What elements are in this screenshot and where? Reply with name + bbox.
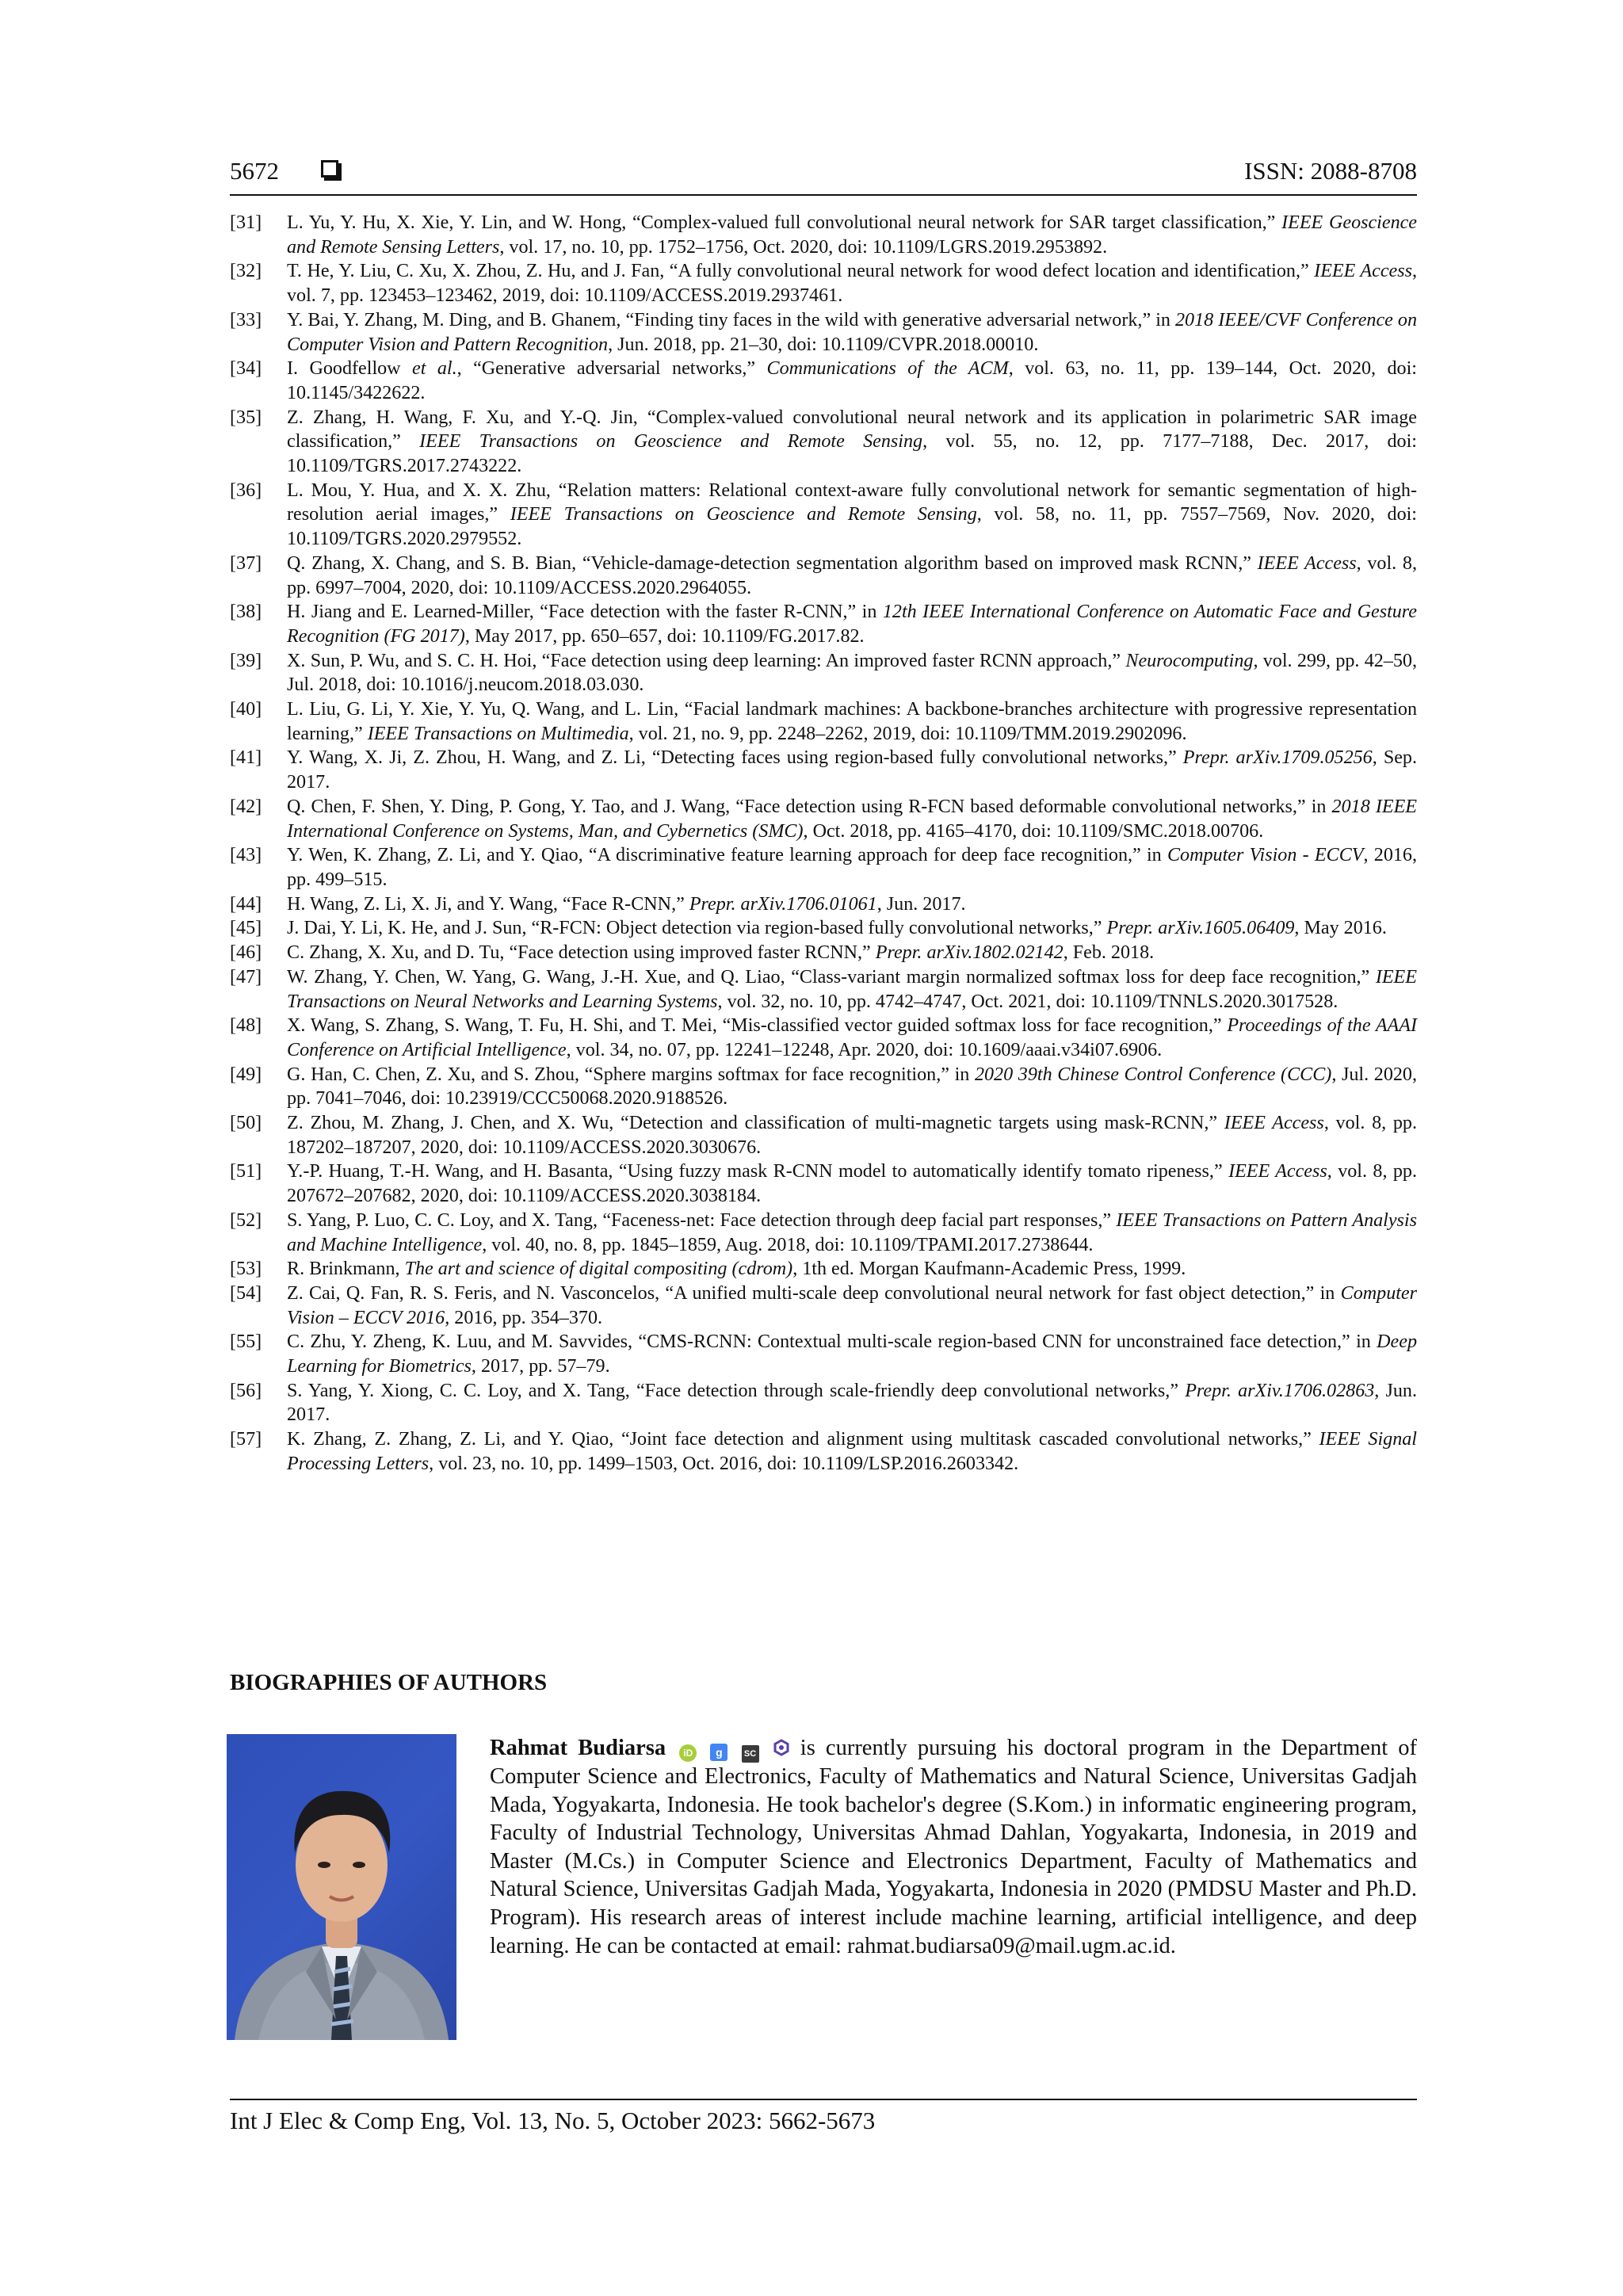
reference-venue: Prepr. arXiv.1706.01061 [689, 893, 877, 915]
reference-venue: Prepr. arXiv.1706.02863 [1185, 1380, 1375, 1401]
reference-number: [34] [230, 358, 262, 380]
reference-item [230, 892, 1417, 917]
reference-number: [42] [230, 796, 262, 817]
reference-text [287, 1259, 1186, 1279]
reference-number: [51] [230, 1161, 262, 1182]
reference-item [230, 1014, 1417, 1062]
author-portrait-image [227, 1734, 456, 2040]
reference-number: [31] [230, 212, 262, 233]
reference-segment: C. Zhu, Y. Zheng, K. Luu, and M. Savvides, “CMS-RCNN: Contextual multi-scale region-based CNN for unconstrained face detection,” in [287, 1331, 1377, 1353]
reference-venue: 12th IEEE International Conference on Automatic Face and Gesture Recognition (FG 2017) [287, 602, 1417, 647]
reference-venue: IEEE Access [1228, 1161, 1327, 1182]
reference-text [287, 1064, 1417, 1110]
reference-venue: Proceedings of the AAAI Conference on Artificial Intelligence [287, 1015, 1418, 1060]
reference-venue: IEEE Geoscience and Remote Sensing Letters [287, 212, 1418, 258]
reference-segment: , Jul. 2020, pp. 7041–7046, doi: 10.23919/CCC50068.2020.9188526. [287, 1064, 1417, 1110]
reference-number: [57] [230, 1429, 262, 1450]
reference-text [287, 1381, 1417, 1426]
reference-item [230, 746, 1417, 794]
reference-segment: C. Zhang, X. Xu, and D. Tu, “Face detection using improved faster RCNN,” [287, 942, 876, 964]
reference-item [230, 965, 1417, 1014]
reference-number: [33] [230, 309, 262, 330]
reference-venue: Prepr. arXiv.1605.06409 [1106, 918, 1295, 939]
reference-item [230, 357, 1417, 405]
reference-item [230, 211, 1417, 259]
reference-item [230, 1257, 1417, 1282]
reference-number: [50] [230, 1113, 262, 1134]
reference-text [287, 1161, 1417, 1206]
reference-segment: , Jun. 2018, pp. 21–30, doi: 10.1109/CVPR.2018.00010. [608, 334, 1039, 355]
reference-item [230, 479, 1417, 552]
reference-segment: S. Yang, Y. Xiong, C. C. Loy, and X. Tang, “Face detection through scale-friendly deep convolutional networks,” [287, 1380, 1186, 1401]
reference-segment: , 1th ed. Morgan Kaufmann-Academic Press, 1999. [792, 1259, 1186, 1280]
reference-segment: R. Brinkmann, [287, 1259, 405, 1280]
reference-text [287, 602, 1417, 647]
reference-segment: T. He, Y. Liu, C. Xu, X. Zhou, Z. Hu, and J. Fan, “A fully convolutional neural network for wood defect location and identification,” [287, 261, 1315, 282]
reference-segment: Y. Bai, Y. Zhang, M. Ding, and B. Ghanem, “Finding tiny faces in the wild with generative adversarial network,” in [287, 309, 1175, 330]
reference-venue: IEEE Access [1224, 1113, 1324, 1134]
reference-number: [56] [230, 1380, 262, 1401]
reference-segment: Y. Wang, X. Ji, Z. Zhou, H. Wang, and Z. Li, “Detecting faces using region-based fully convolutional networks,” [287, 747, 1183, 769]
reference-number: [43] [230, 845, 262, 866]
reference-segment: Q. Chen, F. Shen, Y. Ding, P. Gong, Y. Tao, and J. Wang, “Face detection using R-FCN based deformable convolutional networks,” in [287, 796, 1332, 817]
reference-item [230, 697, 1417, 746]
reference-segment: Q. Zhang, X. Chang, and S. B. Bian, “Vehicle-damage-detection segmentation algorithm based on improved mask RCNN,” [287, 552, 1258, 574]
reference-segment: , vol. 58, no. 11, pp. 7557–7569, Nov. 2020, doi: 10.1109/TGRS.2020.2979552. [287, 504, 1417, 550]
reference-venue: 2020 39th Chinese Control Conference (CCC) [974, 1064, 1332, 1085]
reference-number: [38] [230, 602, 262, 623]
reference-text [287, 845, 1417, 890]
scopus-icon[interactable]: SC [742, 1745, 759, 1763]
reference-venue: IEEE Signal Processing Letters [287, 1429, 1417, 1474]
reference-text [287, 1429, 1417, 1474]
reference-list [230, 211, 1417, 1477]
reference-segment: W. Zhang, Y. Chen, W. Yang, G. Wang, J.-H. Xue, and Q. Liao, “Class-variant margin normalized softmax loss for deep face recognition,” [287, 966, 1376, 988]
reference-number: [35] [230, 407, 262, 428]
reference-segment: , vol. 34, no. 07, pp. 12241–12248, Apr. 2020, doi: 10.1609/aaai.v34i07.6906. [566, 1039, 1163, 1060]
reference-venue: 2018 IEEE/CVF Conference on Computer Vision and Pattern Recognition [287, 309, 1417, 355]
reference-text [287, 310, 1417, 355]
reference-text [287, 1210, 1417, 1255]
page-footer-citation: Int J Elec & Comp Eng, Vol. 13, No. 5, October 2023: 5662-5673 [230, 2107, 876, 2134]
author-name: Rahmat Budiarsa [490, 1736, 666, 1760]
reference-text [287, 1331, 1417, 1377]
reference-segment: K. Zhang, Z. Zhang, Z. Li, and Y. Qiao, “Joint face detection and alignment using multitask cascaded convolutional networks,” [287, 1429, 1319, 1450]
reference-segment: L. Yu, Y. Hu, X. Xie, Y. Lin, and W. Hong, “Complex-valued full convolutional neural network for SAR target classification,” [287, 212, 1282, 233]
reference-text [287, 1283, 1417, 1328]
page-header [230, 152, 1417, 192]
reference-number: [37] [230, 552, 262, 574]
reference-item [230, 1063, 1417, 1111]
reference-text [287, 747, 1417, 793]
reference-segment: G. Han, C. Chen, Z. Xu, and S. Zhou, “Sphere margins softmax for face recognition,” in [287, 1064, 975, 1085]
reference-text [287, 967, 1417, 1012]
reference-segment: I. Goodfellow [287, 358, 413, 380]
reference-text [287, 699, 1417, 744]
reference-item [230, 941, 1417, 965]
reference-text [287, 407, 1417, 476]
reference-segment: , vol. 8, pp. 187202–187207, 2020, doi: 10.1109/ACCESS.2020.3030676. [287, 1113, 1417, 1158]
reference-segment: , vol. 21, no. 9, pp. 2248–2262, 2019, doi: 10.1109/TMM.2019.2902096. [628, 723, 1187, 744]
reference-venue: IEEE Transactions on Multimedia [367, 723, 629, 744]
reference-segment: , vol. 7, pp. 123453–123462, 2019, doi: 10.1109/ACCESS.2019.2937461. [287, 261, 1417, 307]
reference-number: [48] [230, 1015, 262, 1037]
reference-segment: X. Wang, S. Zhang, S. Wang, T. Fu, H. Shi, and T. Mei, “Mis-classified vector guided softmax loss for face recognition,” [287, 1015, 1228, 1037]
checkbox-glyph-icon [321, 160, 338, 178]
reference-item [230, 1159, 1417, 1208]
reference-text [287, 1015, 1417, 1060]
reference-venue: IEEE Transactions on Geoscience and Remote Sensing [510, 504, 977, 525]
reference-text [287, 918, 1387, 938]
reference-number: [41] [230, 747, 262, 769]
orcid-icon[interactable]: iD [679, 1744, 697, 1762]
reference-number: [40] [230, 699, 262, 720]
reference-venue: Deep Learning for Biometrics [287, 1331, 1417, 1377]
reference-item [230, 1209, 1417, 1257]
reference-number: [54] [230, 1282, 262, 1304]
reference-segment: , May 2016. [1294, 918, 1387, 939]
reference-segment: , “Generative adversarial networks,” [456, 358, 767, 380]
reference-segment: , Oct. 2018, pp. 4165–4170, doi: 10.1109/SMC.2018.00706. [803, 820, 1264, 842]
reference-segment: , vol. 17, no. 10, pp. 1752–1756, Oct. 2020, doi: 10.1109/LGRS.2019.2953892. [499, 236, 1108, 258]
reference-item [230, 1282, 1417, 1330]
reference-venue: Neurocomputing [1125, 650, 1254, 671]
reference-segment: L. Mou, Y. Hua, and X. X. Zhu, “Relation matters: Relational context-aware fully convolutional network for semantic segmentation of high-resolution aerial images,” [287, 479, 1417, 525]
web-of-science-icon[interactable] [773, 1736, 790, 1753]
reference-number: [49] [230, 1064, 262, 1085]
reference-item [230, 1427, 1417, 1476]
reference-venue: IEEE Access [1257, 552, 1357, 574]
reference-segment: Y. Wen, K. Zhang, Z. Li, and Y. Qiao, “A discriminative feature learning approach for deep face recognition,” in [287, 845, 1167, 866]
reference-venue: IEEE Transactions on Neural Networks and Learning Systems [287, 966, 1417, 1012]
reference-text [287, 894, 966, 915]
reference-item [230, 1111, 1417, 1159]
reference-venue: IEEE Access [1314, 261, 1412, 282]
reference-segment: , Jun. 2017. [876, 893, 966, 915]
reference-segment: , vol. 40, no. 8, pp. 1845–1859, Aug. 2018, doi: 10.1109/TPAMI.2017.2738644. [482, 1234, 1094, 1255]
reference-text [287, 651, 1417, 696]
reference-venue: 2018 IEEE International Conference on Systems, Man, and Cybernetics (SMC) [287, 796, 1417, 842]
reference-segment: , vol. 55, no. 12, pp. 7177–7188, Dec. 2017, doi: 10.1109/TGRS.2017.2743222. [287, 431, 1417, 477]
reference-number: [55] [230, 1331, 262, 1353]
reference-venue: IEEE Transactions on Geoscience and Remote Sensing [419, 431, 923, 453]
reference-text [287, 942, 1154, 963]
header-rule [230, 194, 1417, 196]
reference-segment: , vol. 8, pp. 6997–7004, 2020, doi: 10.1109/ACCESS.2020.2964055. [287, 552, 1417, 598]
reference-venue: The art and science of digital compositing (cdrom) [404, 1259, 793, 1280]
reference-item [230, 259, 1417, 308]
reference-item [230, 795, 1417, 843]
reference-segment: Y.-P. Huang, T.-H. Wang, and H. Basanta, “Using fuzzy mask R-CNN model to automatically identify tomato ripeness,” [287, 1161, 1229, 1182]
reference-number: [52] [230, 1209, 262, 1231]
author-bio-text: is currently pursuing his doctoral program in the Department of Computer Science and Electronics, Faculty of Mathematics and Natural Science, Universitas Gadjah Mada, Yogyakarta, Indonesia. He took bachelor's degree (S.Kom.) in informatic engineering program, Faculty of Industrial Technology, Universitas Ahmad Dahlan, Yogyakarta, Indonesia, in 2019 and Master (M.Cs.) in Computer Science and Electronics Department, Faculty of Mathematics and Natural Science, Universitas Gadjah Mada, Yogyakarta, Indonesia in 2020 (PMDSU Master and Ph.D. Program). His research areas of interest include machine learning, artificial intelligence, and deep learning. He can be contacted at email: rahmat.budiarsa09@mail.ugm.ac.id. [490, 1736, 1417, 1958]
reference-number: [46] [230, 942, 262, 964]
reference-segment: , vol. 8, pp. 207672–207682, 2020, doi: 10.1109/ACCESS.2020.3038184. [287, 1161, 1417, 1207]
reference-venue: Computer Vision - ECCV [1167, 845, 1364, 866]
reference-venue: Communications of the ACM [766, 358, 1009, 380]
author-photo [227, 1734, 456, 2040]
reference-venue: IEEE Transactions on Pattern Analysis and Machine Intelligence [287, 1209, 1418, 1255]
reference-item [230, 843, 1417, 892]
reference-text [287, 1113, 1417, 1158]
reference-venue: Prepr. arXiv.1802.02142 [875, 942, 1064, 964]
reference-number: [53] [230, 1259, 262, 1280]
biographies-heading: BIOGRAPHIES OF AUTHORS [230, 1670, 548, 1695]
reference-segment: , vol. 32, no. 10, pp. 4742–4747, Oct. 2021, doi: 10.1109/TNNLS.2020.3017528. [717, 991, 1338, 1012]
reference-segment: H. Jiang and E. Learned-Miller, “Face detection with the faster R-CNN,” in [287, 602, 883, 623]
google-scholar-icon[interactable]: g [710, 1744, 727, 1761]
reference-segment: , Sep. 2017. [287, 747, 1417, 793]
reference-text [287, 358, 1417, 403]
reference-segment: , May 2017, pp. 650–657, doi: 10.1109/FG.2017.82. [464, 625, 865, 647]
issn-label: ISSN: 2088-8708 [1244, 157, 1417, 185]
footer-rule [230, 2099, 1417, 2100]
reference-item [230, 649, 1417, 697]
reference-text [287, 797, 1417, 842]
reference-text [287, 261, 1417, 306]
reference-segment: H. Wang, Z. Li, X. Ji, and Y. Wang, “Face R-CNN,” [287, 893, 689, 915]
reference-segment: Z. Zhang, H. Wang, F. Xu, and Y.-Q. Jin, “Complex-valued convolutional neural network and its application in polarimetric SAR image classification,” [287, 407, 1417, 453]
reference-segment: , 2017, pp. 57–79. [471, 1356, 610, 1377]
reference-item [230, 406, 1417, 479]
reference-segment: , 2016, pp. 499–515. [287, 845, 1417, 890]
reference-venue: Prepr. arXiv.1709.05256 [1182, 747, 1373, 769]
reference-item [230, 916, 1417, 941]
reference-segment: Z. Cai, Q. Fan, R. S. Feris, and N. Vasconcelos, “A unified multi-scale deep convolutional neural network for fast object detection,” in [287, 1282, 1341, 1304]
reference-text [287, 553, 1417, 598]
reference-segment: Z. Zhou, M. Zhang, J. Chen, and X. Wu, “Detection and classification of multi-magnetic targets using mask-RCNN,” [287, 1113, 1224, 1134]
reference-number: [47] [230, 966, 262, 988]
reference-venue: Computer Vision – ECCV 2016 [287, 1282, 1417, 1328]
reference-segment: X. Sun, P. Wu, and S. C. H. Hoi, “Face detection using deep learning: An improved faster RCNN approach,” [287, 650, 1126, 671]
reference-segment: , vol. 23, no. 10, pp. 1499–1503, Oct. 2016, doi: 10.1109/LSP.2016.2603342. [429, 1453, 1019, 1474]
reference-segment: L. Liu, G. Li, Y. Xie, Y. Yu, Q. Wang, and L. Lin, “Facial landmark machines: A backbone-branches architecture with progressive representation learning,” [287, 699, 1417, 744]
reference-number: [32] [230, 261, 262, 282]
reference-number: [39] [230, 650, 262, 671]
reference-number: [45] [230, 918, 262, 939]
reference-item [230, 308, 1417, 357]
reference-text [287, 480, 1417, 549]
reference-segment: , Feb. 2018. [1063, 942, 1155, 964]
reference-text [287, 212, 1417, 258]
reference-number: [36] [230, 479, 262, 501]
reference-segment: , 2016, pp. 354–370. [445, 1307, 603, 1328]
reference-item [230, 1379, 1417, 1427]
reference-segment: , vol. 63, no. 11, pp. 139–144, Oct. 2020, doi: 10.1145/3422622. [287, 358, 1417, 403]
reference-venue: et al. [412, 358, 457, 380]
reference-item [230, 1330, 1417, 1378]
reference-segment: , vol. 299, pp. 42–50, Jul. 2018, doi: 10.1016/j.neucom.2018.03.030. [287, 650, 1418, 696]
reference-item [230, 552, 1417, 600]
reference-number: [44] [230, 893, 262, 915]
reference-segment: S. Yang, P. Luo, C. C. Loy, and X. Tang, “Faceness-net: Face detection through deep facial part responses,” [287, 1209, 1117, 1231]
reference-segment: J. Dai, Y. Li, K. He, and J. Sun, “R-FCN: Object detection via region-based fully convolutional networks,” [287, 918, 1107, 939]
author-biography [490, 1734, 1417, 1960]
reference-item [230, 600, 1417, 648]
page-number: 5672 [230, 157, 279, 185]
reference-segment: , Jun. 2017. [287, 1380, 1418, 1426]
